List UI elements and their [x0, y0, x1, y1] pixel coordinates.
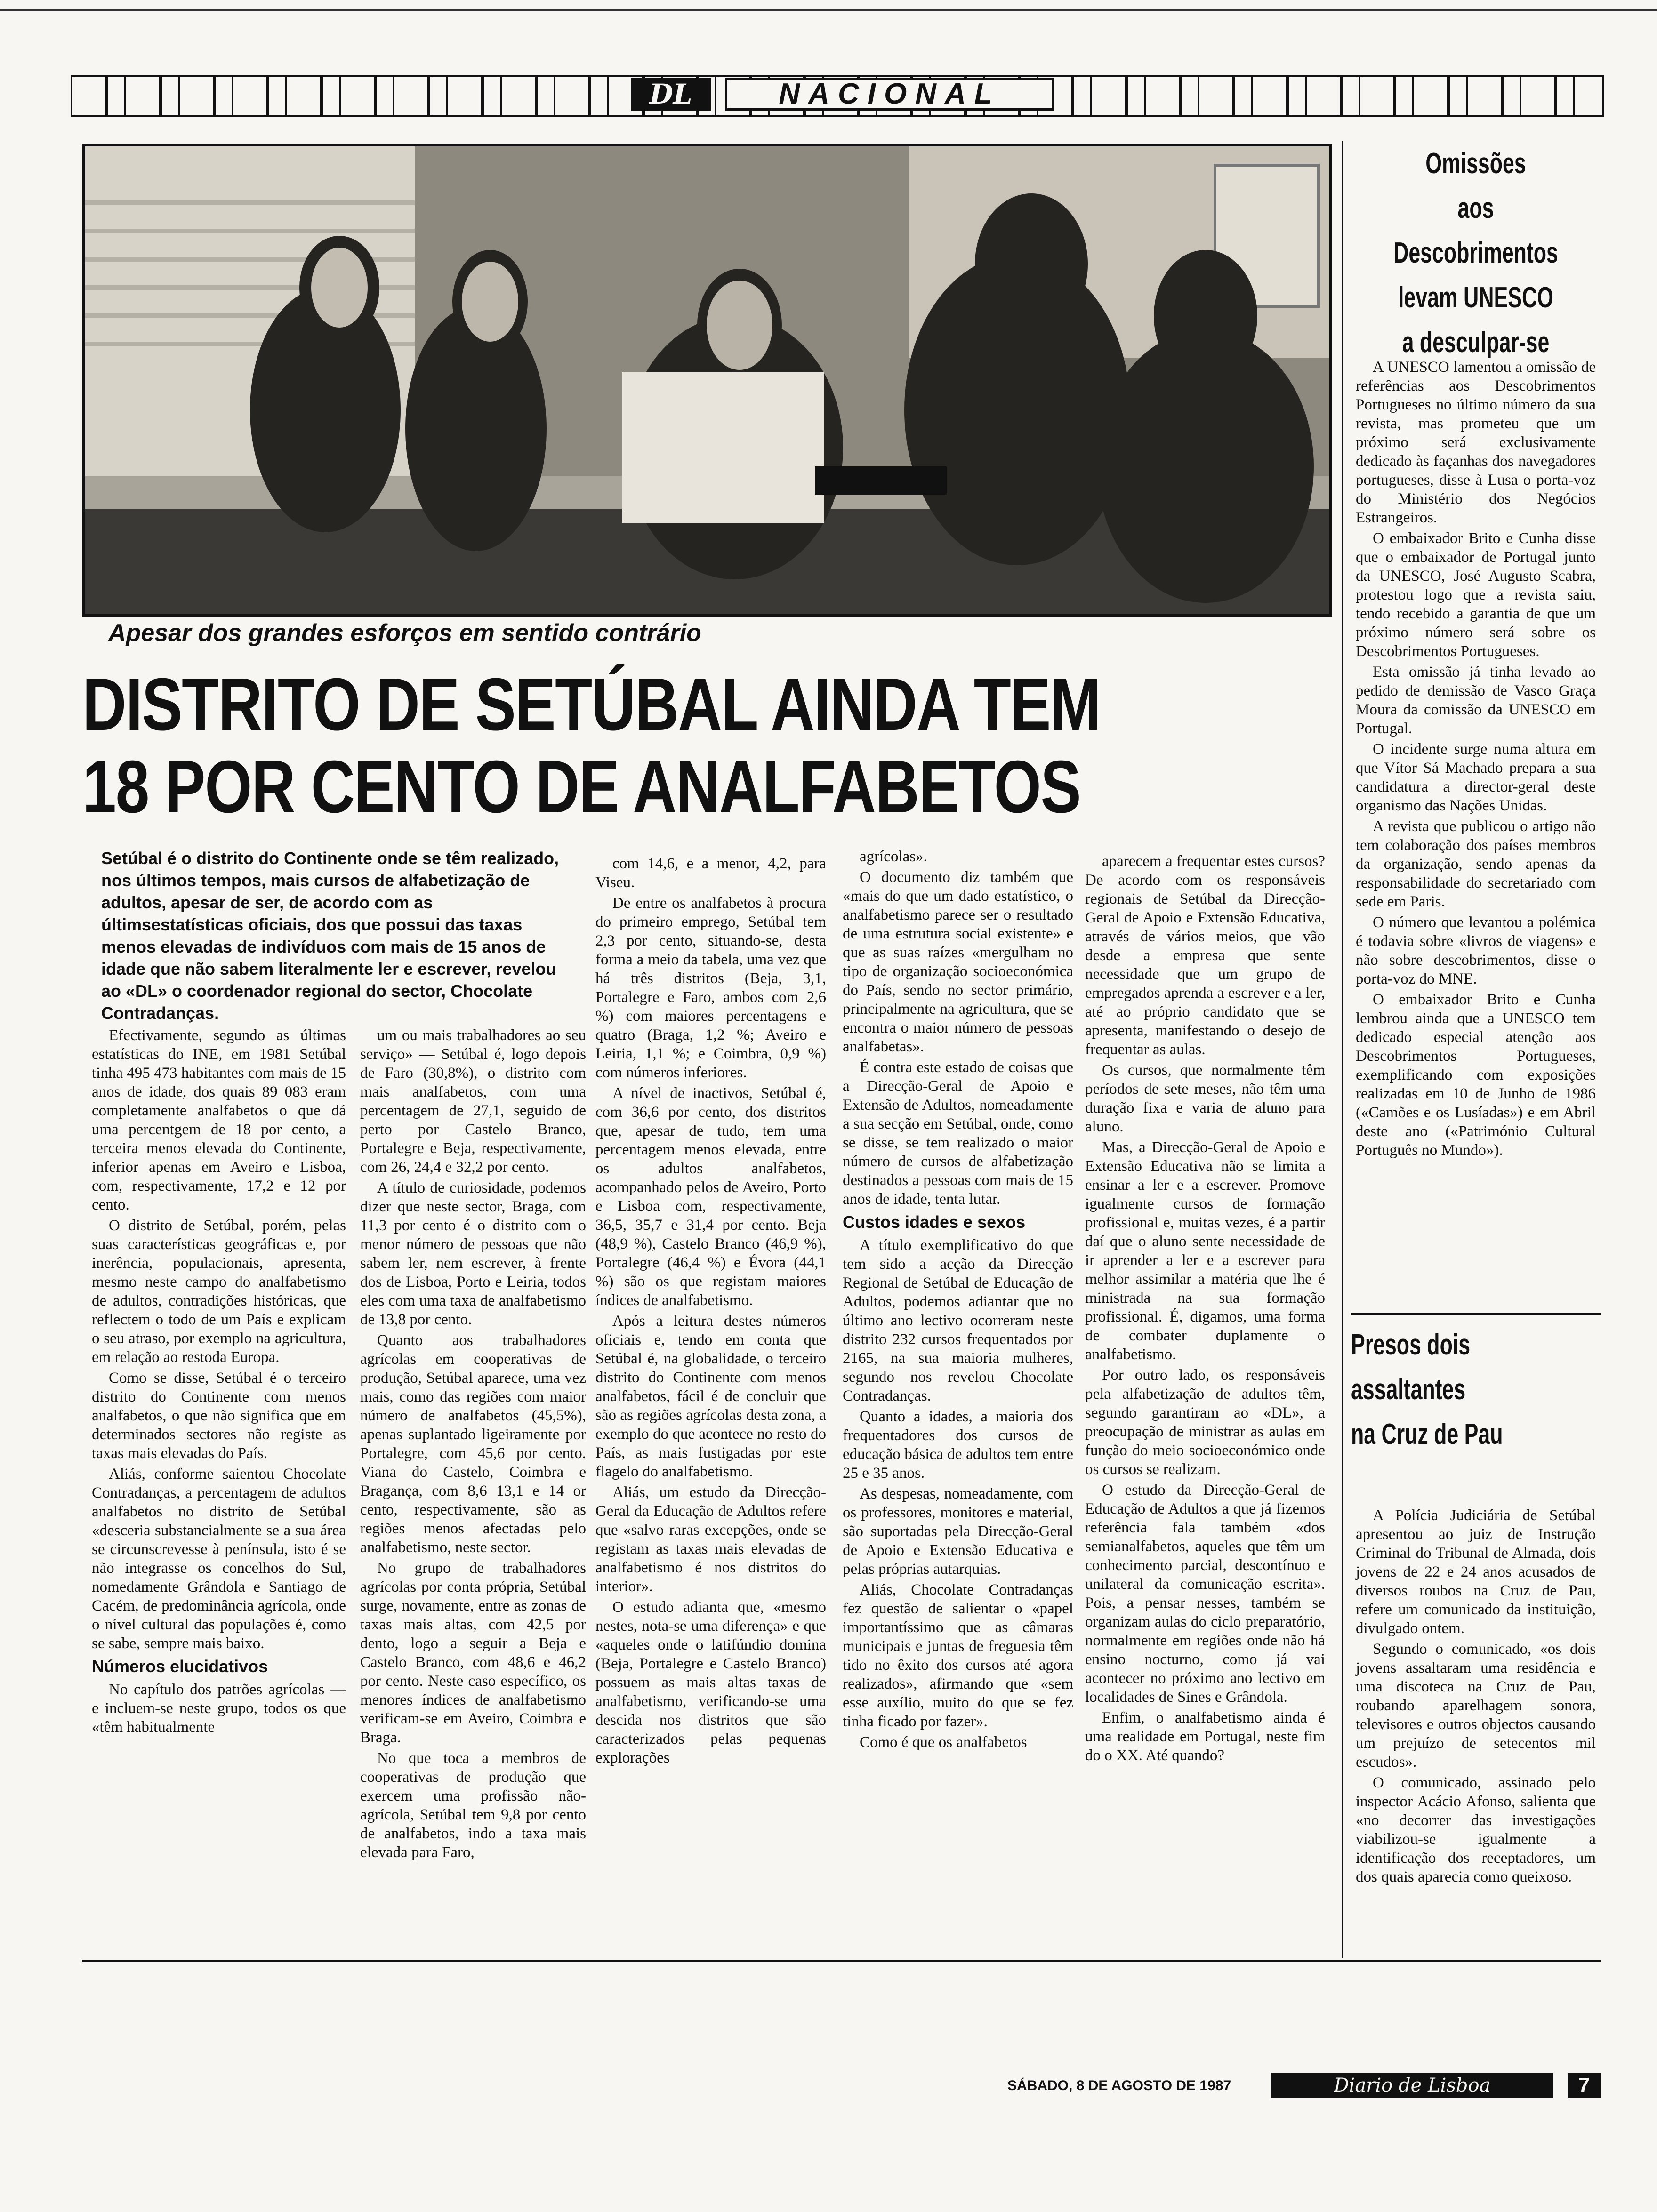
paragraph: A título de curiosidade, podemos dizer que neste sector, Braga, com 11,3 por cento é o distrito com o menor número de pessoas que não sabem ler, nem escrever, à frente dos de Lisboa, Porto e Leiria, todos eles com uma taxa de analfabetismo de 13,8 por cento.	[360, 1179, 586, 1328]
paragraph: É contra este estado de coisas que a Direcção-Geral de Apoio e Extensão de Adultos, nomeadamente a sua secção em Setúbal, onde, como se disse, se tem realizado o maior número de cursos de alfabetização destinados a pessoas com mais de 15 anos de idade, tenta lutar.	[843, 1059, 1073, 1208]
paragraph: A Polícia Judiciária de Setúbal apresentou ao juiz de Instrução Criminal do Tribunal de Almada, dois jovens de 22 e 24 anos acusados de diversos roubos na Cruz de Pau, refere um comunicado da instituição, divulgado ontem.	[1356, 1507, 1596, 1637]
paragraph: As despesas, nomeadamente, com os professores, monitores e material, são suportadas pela Direcção-Geral de Apoio e Extensão Educativa e pelas próprias autarquias.	[843, 1485, 1073, 1578]
paragraph: Os cursos, que normalmente têm períodos de sete meses, não têm uma duração fixa e varia de aluno para aluno.	[1085, 1062, 1325, 1135]
page-number: 7	[1568, 2073, 1601, 2098]
paragraph: O embaixador Brito e Cunha lembrou ainda que a UNESCO tem dedicado especial atenção aos Descobrimentos Portugueses, exemplificando com exposições realizadas em 10 de Junho de 1986 («Camões e os Lusíadas») e em Abril deste ano («Património Cultural Português no Mundo»).	[1356, 991, 1596, 1159]
headline-line-2: 18 POR CENTO DE ANALFABETOS	[82, 745, 1081, 828]
paragraph: A UNESCO lamentou a omissão de referências aos Descobrimentos Portugueses no último número da sua revista, mas prometeu que um próximo será exclusivamente dedicado às façanhas dos navegadores portugueses, disse à Lusa o porta-voz do Ministério dos Negócios Estrangeiros.	[1356, 359, 1596, 526]
paragraph: Aliás, um estudo da Direcção-Geral da Educação de Adultos refere que «salvo raras excepções, onde se registam as taxas mais elevadas de analfabetismo é nos distritos do interior».	[595, 1484, 826, 1595]
sidebar-1-headline-line: a desculpar-se	[1402, 326, 1550, 359]
sidebar-2-headline	[1351, 1322, 1504, 1457]
paragraph: Após a leitura destes números oficiais e, tendo em conta que Setúbal é, na globalidade, o terceiro distrito do Continente com menos analfabetos, fácil é de concluir que são as regiões agrícolas desta zona, a exemplo do que acontece no resto do País, as mais fustigadas por este flagelo do analfabetismo.	[595, 1313, 826, 1480]
paragraph: Como se disse, Setúbal é o terceiro distrito do Continente com menos analfabetos, o que não significa que em determinados sectores não registe as taxas mais elevadas do País.	[92, 1370, 346, 1462]
paragraph: Esta omissão já tinha levado ao pedido de demissão de Vasco Graça Moura da comissão da UNESCO em Portugal.	[1356, 664, 1596, 737]
dl-logo: DL	[631, 78, 711, 111]
sidebar-2-headline-line: Presos dois	[1351, 1329, 1471, 1361]
paragraph: Aliás, Chocolate Contradanças fez questão de salientar o «papel importantíssimo que as câmaras municipais e juntas de freguesia têm tido no êxito dos cursos até agora realizados», afirmando que «sem esse auxílio, muito do que se fez tinha ficado por fazer».	[843, 1581, 1073, 1730]
paragraph: No capítulo dos patrões agrícolas — e incluem-se neste grupo, todos os que «têm habitualmente	[92, 1681, 346, 1736]
paragraph: Como é que os analfabetos	[860, 1734, 1027, 1751]
paragraph: De entre os analfabetos à procura do primeiro emprego, Setúbal tem 2,3 por cento, situando-se, desta forma a meio da tabela, uma vez que há três distritos (Beja, 3,1, Portalegre e Faro, ambos com 2,6 %) com maiores percentagens e quatro (Braga, 1,2 %; Aveiro e Leiria, 1,1 %; e Coimbra, 0,9 %) com números inferiores.	[595, 895, 826, 1081]
paragraph: No que toca a membros de cooperativas de produção que exercem uma profissão não-agrícola, Setúbal tem 9,8 por cento de analfabetos, indo a taxa mais elevada para Faro,	[360, 1750, 586, 1861]
sidebar-1-headline	[1386, 141, 1566, 365]
kicker: Apesar dos grandes esforços em sentido contrário	[108, 619, 701, 647]
paragraph: aparecem a frequentar estes cursos? De acordo com os responsáveis regionais de Setúbal da Direcção-Geral de Apoio e Extensão Educativa, através de vários meios, que vão desde a empresa que sente necessidade que um grupo de empregados aprenda a escrever e a ler, até ao próprio candidato que se apresenta, manifestando o desejo de frequentar as aulas.	[1085, 853, 1325, 1058]
newspaper-name: Diario de Lisboa	[1271, 2073, 1553, 2098]
sidebar-separator	[1351, 1313, 1601, 1315]
headline-line-1: DISTRITO DE SETÚBAL AINDA TEM	[82, 663, 1101, 746]
paragraph: O estudo da Direcção-Geral de Educação de Adultos a que já fizemos referência fala também «dos semianalfabetos, aqueles que têm um conhecimento parcial, descontínuo e unilateral da comunicação escrita». Pois, a pensar nesses, também se organizam aulas do ciclo preparatório, normalmente em regiões onde não há ensino nocturno, como já vai acontecer no próximo ano lectivo em localidades de Sines e Grândola.	[1085, 1482, 1325, 1706]
top-scan-line	[0, 9, 1657, 11]
section-label: NACIONAL	[725, 78, 1054, 111]
paragraph: A revista que publicou o artigo não tem colaboração dos países membros da organização, sendo apenas da responsabilidade do secretariado com sede em Paris.	[1356, 818, 1596, 910]
paragraph: A nível de inactivos, Setúbal é, com 36,6 por cento, dos distritos que, apesar de tudo, tem uma percentagem menos elevada, entre os adultos analfabetos, acompanhado pelos de Aveiro, Porto e Lisboa com, respectivamente, 36,5, 35,7 e 31,4 por cento. Beja (48,9 %), Castelo Branco (46,9 %), Portalegre (46,4 %) e Évora (44,1 %) são os que registam maiores índices de analfabetismo.	[595, 1085, 826, 1309]
paragraph: No grupo de trabalhadores agrícolas por conta própria, Setúbal surge, novamente, entre as zonas de taxas mais altas, com 42,5 por dento, logo a seguir a Beja e Castelo Branco, com 48,6 e 46,2 por cento. Neste caso específico, os menores índices de analfabetismo verificam-se em Aveiro, Coimbra e Braga.	[360, 1560, 586, 1746]
issue-date: SÁBADO, 8 DE AGOSTO DE 1987	[1007, 2078, 1231, 2093]
sidebar-1-headline-line: levam UNESCO	[1398, 281, 1553, 314]
paragraph: A título exemplificativo do que tem sido a acção da Direcção Regional de Setúbal de Educação de Adultos, podemos adiantar que no último ano lectivo ocorreram neste distrito 232 cursos frequentados por 2165, na sua maioria mulheres, segundo nos revelou Chocolate Contradanças.	[843, 1237, 1073, 1404]
sidebar-divider	[1342, 141, 1343, 1958]
article-column-2	[360, 1026, 586, 1864]
article-bottom-rule	[82, 1960, 1601, 1962]
paragraph: Quanto aos trabalhadores agrícolas em cooperativas de produção, Setúbal aparece, uma vez mais, como das regiões com maior número de analfabetos (45,5%), apenas suplantado ligeiramente por Portalegre, com 45,6 por cento. Viana do Castelo, Coimbra e Bragança, com 8,6 13,1 e 14 or cento, respectivamente, são as regiões menos afectadas pelo analfabetismo, neste sector.	[360, 1332, 586, 1556]
paragraph: Mas, a Direcção-Geral de Apoio e Extensão Educativa não se limita a ensinar a ler e a escrever. Promove igualmente cursos de formação profissional e, muitas vezes, é a partir daí que o aluno sente necessidade de ir aprender a ler e a escrever para melhor assimilar a matéria que lhe é ministrada na sua formação profissional. É, digamos, uma forma de combater duplamente o analfabetismo.	[1085, 1139, 1325, 1363]
paragraph: Por outro lado, os responsáveis pela alfabetização de adultos têm, segundo garantiram ao «DL», a preocupação de ministrar as aulas em função do meio socioeconómico onde os cursos se realizam.	[1085, 1367, 1325, 1478]
sidebar-1-headline-line: aos Descobrimentos	[1393, 192, 1558, 269]
paragraph: O número que levantou a polémica é todavia sobre «livros de viagens» e não sobre descobrimentos, disse o porta-voz do MNE.	[1356, 914, 1596, 987]
paragraph: O incidente surge numa altura em que Vítor Sá Machado prepara a sua candidatura a director-geral deste organismo das Nações Unidas.	[1356, 741, 1596, 814]
paragraph: O embaixador Brito e Cunha disse que o embaixador de Portugal junto da UNESCO, José Augusto Scabra, protestou logo que a revista saiu, tendo recebido a garantia de que um próximo número será sobre os Descobrimentos Portugueses.	[1356, 530, 1596, 660]
article-column-4	[843, 847, 1073, 1754]
paragraph: agrícolas».	[860, 848, 927, 865]
classroom-photo	[82, 144, 1332, 617]
sidebar-2-headline-line: na Cruz de Pau	[1351, 1418, 1503, 1451]
paragraph: O comunicado, assinado pelo inspector Acácio Afonso, salienta que «no decorrer das investigações viabilizou-se igualmente a identificação dos receptadores, um dos quais aparecia como queixoso.	[1356, 1774, 1596, 1885]
article-column-5	[1085, 852, 1325, 1767]
paragraph: Quanto a idades, a maioria dos frequentadores dos cursos de educação básica de adultos tem entre 25 e 35 anos.	[843, 1408, 1073, 1482]
subheading: Custos idades e sexos	[843, 1212, 1026, 1232]
paragraph: Efectivamente, segundo as últimas estatísticas do INE, em 1981 Setúbal tinha 495 473 habitantes com mais de 15 anos de idade, dos quais 89 083 eram completamente analfabetos o que dá uma percentgem de 18 por cento, a terceira menos elevada do Continente, inferior apenas em Aveiro e Lisboa, com, respectivamente, 17,2 e 12 por cento.	[92, 1027, 346, 1213]
article-column-3	[595, 854, 826, 1769]
lead-paragraph: Setúbal é o distrito do Continente onde se têm realizado, nos últimos tempos, mais cursos de alfabetização de adultos, apesar de ser, de acordo com as últimsestatísticas oficiais, dos que possui das taxas menos elevadas de indivíduos com mais de 15 anos de idade que não sabem literalmente ler e escrever, revelou ao «DL» o coordenador regional do sector, Chocolate Contradanças.	[101, 849, 559, 1023]
sidebar-2-headline-line: assaltantes	[1351, 1373, 1466, 1406]
sidebar-1-headline-line: Omissões	[1425, 147, 1526, 180]
article-column-1	[92, 1026, 346, 1739]
paragraph: um ou mais trabalhadores ao seu serviço» — Setúbal é, logo depois de Faro (30,8%), o distrito com mais analfabetos, com uma percentagem de 27,1, seguido de perto por Castelo Branco, Portalegre e Beja, respectivamente, com 26, 24,4 e 32,2 por cento.	[360, 1027, 586, 1176]
headline	[82, 664, 1333, 828]
paragraph: com 14,6, e a menor, 4,2, para Viseu.	[595, 855, 826, 891]
paragraph: Segundo o comunicado, «os dois jovens assaltaram uma residência e uma discoteca na Cruz de Pau, roubando aparelhagem sonora, televisores e outros objectos causando um prejuízo de setecentos mil escudos».	[1356, 1641, 1596, 1771]
subheading: Números elucidativos	[92, 1657, 268, 1676]
paragraph: O estudo adianta que, «mesmo nestes, nota-se uma diferença» e que «aqueles onde o latifúndio domina (Beja, Portalegre e Castelo Branco) possuem as mais altas taxas de analfabetismo, verificando-se uma descida nos distritos que são caracterizados pelas pequenas explorações	[595, 1599, 826, 1766]
paragraph: Aliás, conforme saientou Chocolate Contradanças, a percentagem de adultos analfabetos no distrito de Setúbal «desceria substancialmente se a sua área se circunscrevesse à península, isto é se não integrasse os concelhos do Sul, nomedamente Grândola e Santiago de Cacém, de predominância agrícola, onde o nível cultural das populações é, como se sabe, sempre mais baixo.	[92, 1466, 346, 1652]
paragraph: Enfim, o analfabetismo ainda é uma realidade em Portugal, neste fim do o XX. Até quando?	[1085, 1709, 1325, 1764]
paragraph: O documento diz também que «mais do que um dado estatístico, o analfabetismo parece ser o resultado de uma estrutura social existente» e que as suas raízes «mergulham no tipo de organização socioeconómica do País, sendo no sector primário, principalmente na agricultura, que se encontra o maior número de pessoas analfabetas».	[843, 869, 1073, 1055]
paragraph: O distrito de Setúbal, porém, pelas suas características geográficas e, por inerência, populacionais, apresenta, mesmo neste campo do analfabetismo de adultos, contradições históricas, que reflectem o todo de um País e explicam o seu atraso, por exemplo na agricultura, em relação ao restoda Europa.	[92, 1217, 346, 1366]
sidebar-1-body	[1356, 358, 1596, 1162]
sidebar-2-body	[1356, 1506, 1596, 1888]
